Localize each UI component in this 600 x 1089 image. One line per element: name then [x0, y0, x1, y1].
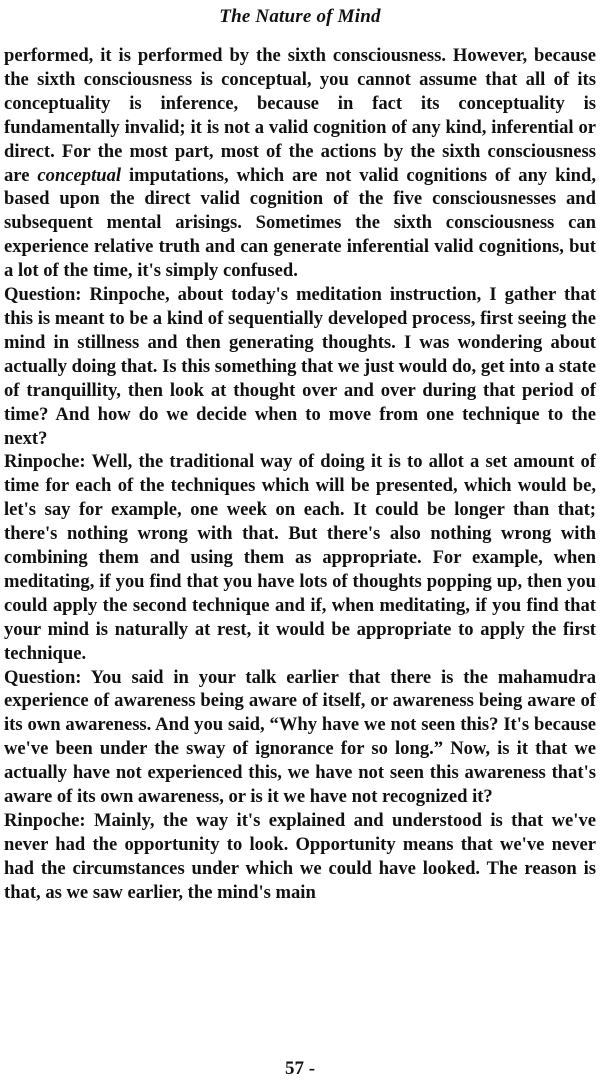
speaker-label: Question	[4, 666, 76, 688]
speaker-label: Rinpoche	[4, 810, 80, 831]
speaker-separator: :	[79, 451, 92, 473]
page-body	[4, 44, 596, 905]
paragraph-text: performed, it is performed by the sixth consciousness. However, because the sixth consciousness is conceptual, you cannot assume that all of its conceptuality is inference, because in fact its conceptuality is fundamentally invalid; it is not a valid cognition of any kind, inferential or direct. For the most part, most of the actions by the sixth consciousness are	[4, 45, 596, 186]
speaker-separator: :	[79, 810, 95, 831]
paragraph-question	[4, 666, 596, 809]
emphasized-word: conceptual	[37, 164, 122, 186]
paragraph-question	[4, 283, 596, 450]
paragraph-answer	[4, 809, 596, 905]
speaker-label: Rinpoche	[4, 451, 80, 473]
speaker-separator: :	[75, 666, 91, 688]
speaker-label: Question	[4, 284, 76, 306]
paragraph-continuation	[4, 44, 596, 283]
speaker-separator: :	[75, 284, 90, 306]
paragraph-text: You said in your talk earlier that there is the mahamudra experience of awareness being aware of itself, or awareness being aware of its own awareness. And you said, “Why have we not seen this? It's because we've been under the sway of ignorance for so long.” Now, is it that we actually have not experienced this, we have not seen this awareness that's aware of its own awareness, or is it we have not recognized it?	[4, 666, 596, 808]
paragraph-text: imputations, which are not valid cognitions of any kind, based upon the direct valid cognition of the five consciousnesses and subsequent mental arisings. Sometimes the sixth consciousness can experience relative truth and can generate inferential valid cognitions, but a lot of the time, it's simply confused.	[4, 164, 596, 282]
running-title: The Nature of Mind	[219, 6, 381, 27]
page-number: 57 -	[284, 1058, 316, 1079]
paragraph-answer	[4, 450, 596, 665]
paragraph-text: Rinpoche, about today's meditation instruction, I gather that this is meant to be a kind of sequentially developed process, first seeing the mind in stillness and then generating thoughts. I was wondering about actually doing that. Is this something that we just would do, get into a state of tranquillity, then look at thought over and over during that period of time? And how do we decide when to move from one technique to the next?	[4, 284, 596, 449]
paragraph-text: Mainly, the way it's explained and understood is that we've never had the opportunity to look. Opportunity means that we've never had the circumstances under which we could have looked. The reason is that, as we saw earlier, the mind's main	[4, 810, 596, 903]
paragraph-text: Well, the traditional way of doing it is to allot a set amount of time for each of the techniques which will be presented, which would be, let's say for example, one week on each. It could be longer than that; there's nothing wrong with that. But there's also nothing wrong with combining them and using them as appropriate. For example, when meditating, if you find that you have lots of thoughts popping up, then you could apply the second technique and if, when meditating, if you find that your mind is naturally at rest, it would be appropriate to apply the first technique.	[4, 451, 596, 664]
